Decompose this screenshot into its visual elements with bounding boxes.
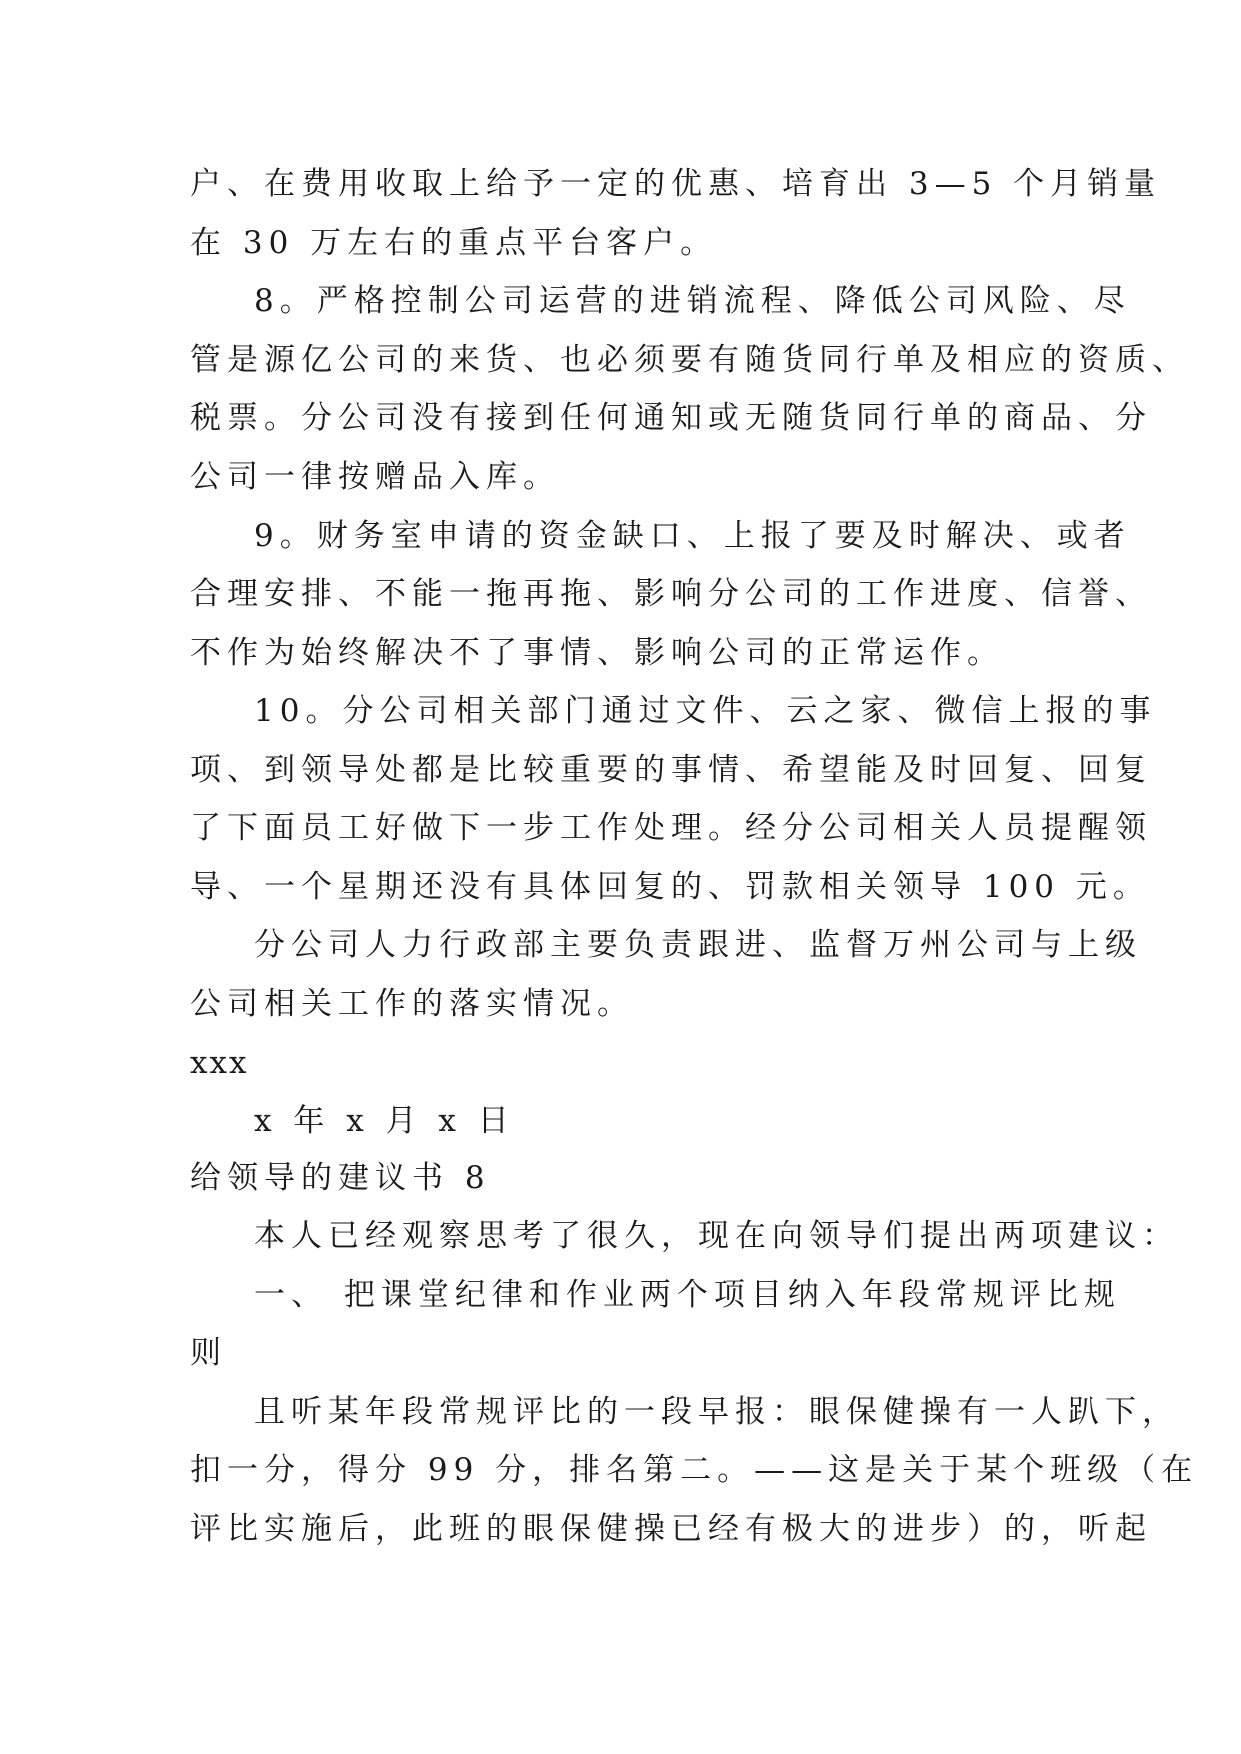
text-line: 则 (190, 1335, 227, 1371)
paragraph-start: 且听某年段常规评比的一段早报：眼保健操有一人趴下， (254, 1394, 1179, 1430)
text-line: 在 30 万左右的重点平台客户。 (190, 225, 718, 261)
paragraph-8-start: 8。严格控制公司运营的进销流程、降低公司风险、尽 (254, 283, 1131, 319)
text-line: 导、一个星期还没有具体回复的、罚款相关领导 100 元。 (190, 869, 1150, 905)
paragraph-start: 分公司人力行政部主要负责跟进、监督万州公司与上级 (254, 927, 1142, 963)
text-line: 公司相关工作的落实情况。 (190, 986, 634, 1022)
section-heading: 给领导的建议书 8 (190, 1160, 491, 1196)
paragraph-9-start: 9。财务室申请的资金缺口、上报了要及时解决、或者 (254, 518, 1131, 554)
text-line: 不作为始终解决不了事情、影响公司的正常运作。 (190, 635, 1004, 671)
text-line: 公司一律按赠品入库。 (190, 459, 560, 495)
text-line: 项、到领导处都是比较重要的事情、希望能及时回复、回复 (190, 752, 1152, 788)
text-line: 了下面员工好做下一步工作处理。经分公司相关人员提醒领 (190, 810, 1152, 846)
paragraph-start: 本人已经观察思考了很久，现在向领导们提出两项建议： (254, 1218, 1179, 1254)
text-line: 户、在费用收取上给予一定的优惠、培育出 3—5 个月销量 (190, 166, 1162, 202)
text-line: 评比实施后，此班的眼保健操已经有极大的进步）的，听起 (190, 1511, 1152, 1547)
text-line: 扣一分，得分 99 分，排名第二。——这是关于某个班级（在 (190, 1452, 1199, 1488)
proposal-item-1: 一、 把课堂纪律和作业两个项目纳入年段常规评比规 (254, 1277, 1121, 1313)
paragraph-10-start: 10。分公司相关部门通过文件、云之家、微信上报的事 (254, 693, 1157, 729)
signature: xxx (190, 1045, 249, 1081)
text-line: 合理安排、不能一拖再拖、影响分公司的工作进度、信誉、 (190, 576, 1152, 612)
text-line: 管是源亿公司的来货、也必须要有随货同行单及相应的资质、 (190, 342, 1189, 378)
date-line: x 年 x 月 x 日 (254, 1103, 515, 1139)
text-line: 税票。分公司没有接到任何通知或无随货同行单的商品、分 (190, 400, 1152, 436)
